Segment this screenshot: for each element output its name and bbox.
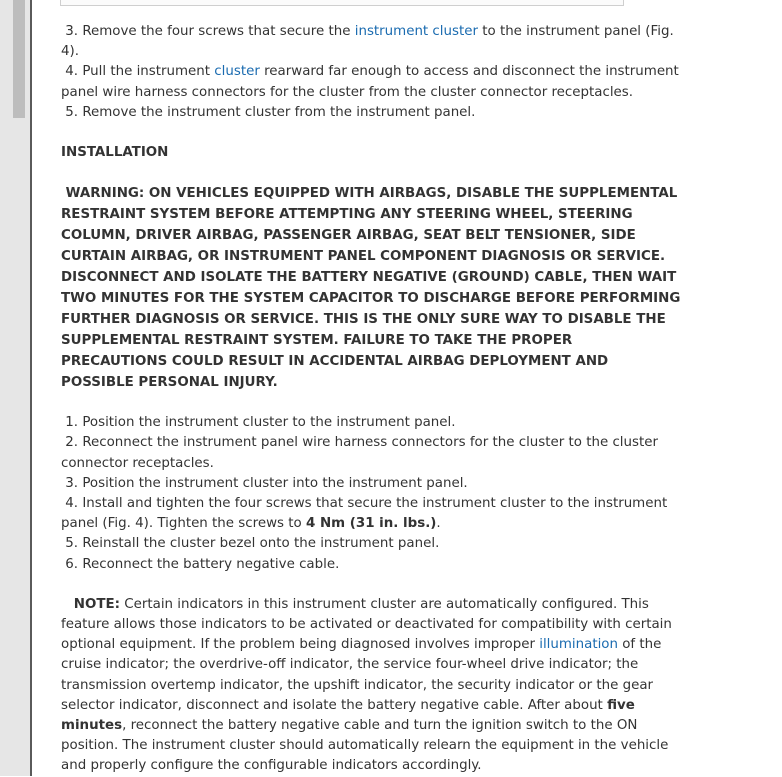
removal-step: 3. Remove the four screws that secure the instrument cluster to the instrument panel (Fig. 4).	[61, 24, 674, 60]
note-duration: five minutes	[61, 697, 635, 734]
install-step: 6. Reconnect the battery negative cable.	[65, 556, 340, 572]
cluster-link[interactable]: cluster	[214, 64, 260, 80]
document-content	[61, 22, 681, 777]
panel-border	[30, 0, 32, 776]
torque-spec: 4 Nm (31 in. lbs.)	[305, 516, 437, 532]
install-step: 2. Reconnect the instrument panel wire harness connectors for the cluster to the cluster connector receptacles.	[61, 435, 658, 471]
install-step: 3. Position the instrument cluster into the instrument panel.	[65, 475, 468, 491]
figure-frame-bottom	[60, 0, 624, 6]
removal-step: 5. Remove the instrument cluster from the instrument panel.	[65, 104, 476, 120]
install-step: 4. Install and tighten the four screws that secure the instrument cluster to the instrument panel (Fig. 4). Tighten the screws to 4 Nm (31 in. lbs.).	[61, 496, 668, 532]
note-paragraph: NOTE: Certain indicators in this instrument cluster are automatically configured. This feature allows those indicators to be activated or deactivated for compatibility with certain optional equipment. If the problem being diagnosed involves improper illumination of the cruise indicator; the overdrive-off indicator, the service four-wheel drive indicator; the transmission overtemp indicator, the upshift indicator, the security indicator or the gear selector indicator, disconnect and isolate the battery negative cable. After about five minutes, reconnect the battery negative cable and turn the ignition switch to the ON position. The instrument cluster should automatically relearn the equipment in the vehicle and properly configure the configurable indicators accordingly.	[61, 596, 672, 774]
install-step: 5. Reinstall the cluster bezel onto the instrument panel.	[65, 536, 440, 552]
warning-text: WARNING: ON VEHICLES EQUIPPED WITH AIRBAGS, DISABLE THE SUPPLEMENTAL RESTRAINT SYSTEM BEFORE ATTEMPTING ANY STEERING WHEEL, STEERING COLUMN, DRIVER AIRBAG, PASSENGER AIRBAG, SEAT BELT TENSIONER, SIDE CURTAIN AIRBAG, OR INSTRUMENT PANEL COMPONENT DIAGNOSIS OR SERVICE. DISCONNECT AND ISOLATE THE BATTERY NEGATIVE (GROUND) CABLE, THEN WAIT TWO MINUTES FOR THE SYSTEM CAPACITOR TO DISCHARGE BEFORE PERFORMING FURTHER DIAGNOSIS OR SERVICE. THIS IS THE ONLY SURE WAY TO DISABLE THE SUPPLEMENTAL RESTRAINT SYSTEM. FAILURE TO TAKE THE PROPER PRECAUTIONS COULD RESULT IN ACCIDENTAL AIRBAG DEPLOYMENT AND POSSIBLE PERSONAL INJURY.	[61, 186, 681, 391]
install-step: 1. Position the instrument cluster to the instrument panel.	[65, 415, 456, 431]
scrollbar-thumb[interactable]	[13, 0, 25, 118]
illumination-link[interactable]: illumination	[539, 637, 618, 653]
removal-step: 4. Pull the instrument cluster rearward far enough to access and disconnect the instrument panel wire harness connectors for the cluster from the cluster connector receptacles.	[61, 64, 679, 100]
instrument-cluster-link[interactable]: instrument cluster	[354, 24, 478, 39]
note-label: NOTE:	[73, 596, 121, 612]
installation-heading: INSTALLATION	[61, 145, 169, 161]
